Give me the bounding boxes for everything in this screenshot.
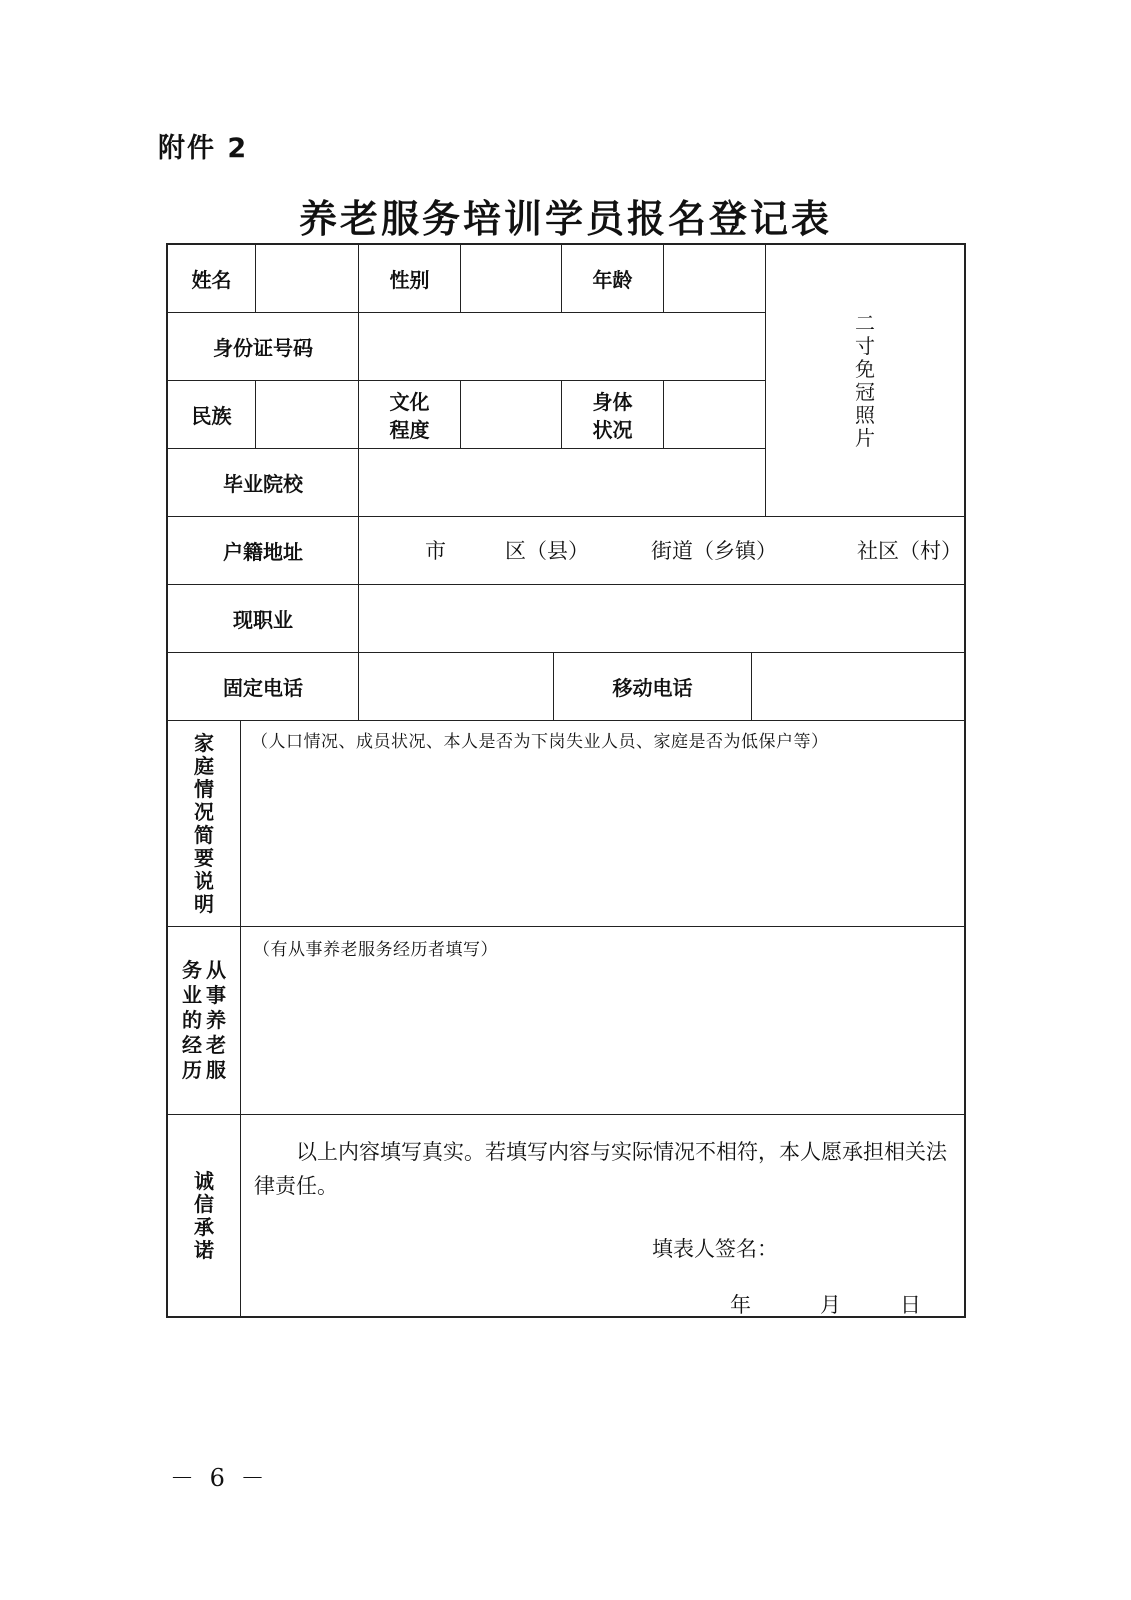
mobile-label: 移动电话 [554, 653, 752, 721]
gender-field[interactable] [461, 245, 562, 313]
education-field[interactable] [461, 381, 562, 449]
date-month: 月 [820, 1293, 841, 1317]
landline-field[interactable] [359, 653, 554, 721]
health-label: 身体 状况 [562, 381, 664, 449]
family-note: （人口情况、成员状况、本人是否为下岗失业人员、家庭是否为低保户等） [251, 732, 829, 752]
address-label: 户籍地址 [168, 517, 359, 585]
id-number-label: 身份证号码 [168, 313, 359, 381]
attachment-label: 附件 2 [158, 133, 249, 164]
landline-label: 固定电话 [168, 653, 359, 721]
occupation-field[interactable] [359, 585, 964, 653]
age-label: 年龄 [562, 245, 664, 313]
photo-label: 二 寸 免 冠 照 片 [855, 310, 875, 450]
page-number: － 6 － [170, 1464, 269, 1492]
school-field[interactable] [359, 449, 766, 517]
address-community: 社区（村） [857, 539, 962, 563]
date-year: 年 [730, 1293, 751, 1317]
address-city: 市 [425, 539, 446, 563]
id-number-field[interactable] [359, 313, 766, 381]
gender-label: 性别 [359, 245, 461, 313]
address-field[interactable] [359, 517, 964, 585]
name-label: 姓名 [168, 245, 256, 313]
experience-note: （有从事养老服务经历者填写） [253, 940, 498, 960]
registration-form [166, 243, 966, 1318]
signature-label: 填表人签名： [652, 1237, 778, 1261]
mobile-field[interactable] [752, 653, 964, 721]
family-field[interactable] [241, 721, 964, 927]
ethnicity-label: 民族 [168, 381, 256, 449]
education-label: 文化 程度 [359, 381, 461, 449]
school-label: 毕业院校 [168, 449, 359, 517]
ethnicity-field[interactable] [256, 381, 359, 449]
form-title: 养老服务培训学员报名登记表 [298, 196, 832, 241]
pledge-text: 以上内容填写真实。若填写内容与实际情况不相符，本人愿承担相关法律责任。 [254, 1140, 947, 1198]
name-field[interactable] [256, 245, 359, 313]
occupation-label: 现职业 [168, 585, 359, 653]
address-district: 区（县） [505, 539, 589, 563]
experience-field[interactable] [241, 927, 964, 1115]
experience-label: 从 事 养 老 服 务 业 的 经 历 [168, 927, 241, 1115]
family-label: 家 庭 情 况 简 要 说 明 [168, 721, 241, 927]
address-street: 街道（乡镇） [651, 539, 777, 563]
age-field[interactable] [664, 245, 766, 313]
date-day: 日 [900, 1293, 921, 1317]
photo-box[interactable] [766, 245, 964, 517]
pledge-label: 诚 信 承 诺 [168, 1115, 241, 1316]
health-field[interactable] [664, 381, 766, 449]
